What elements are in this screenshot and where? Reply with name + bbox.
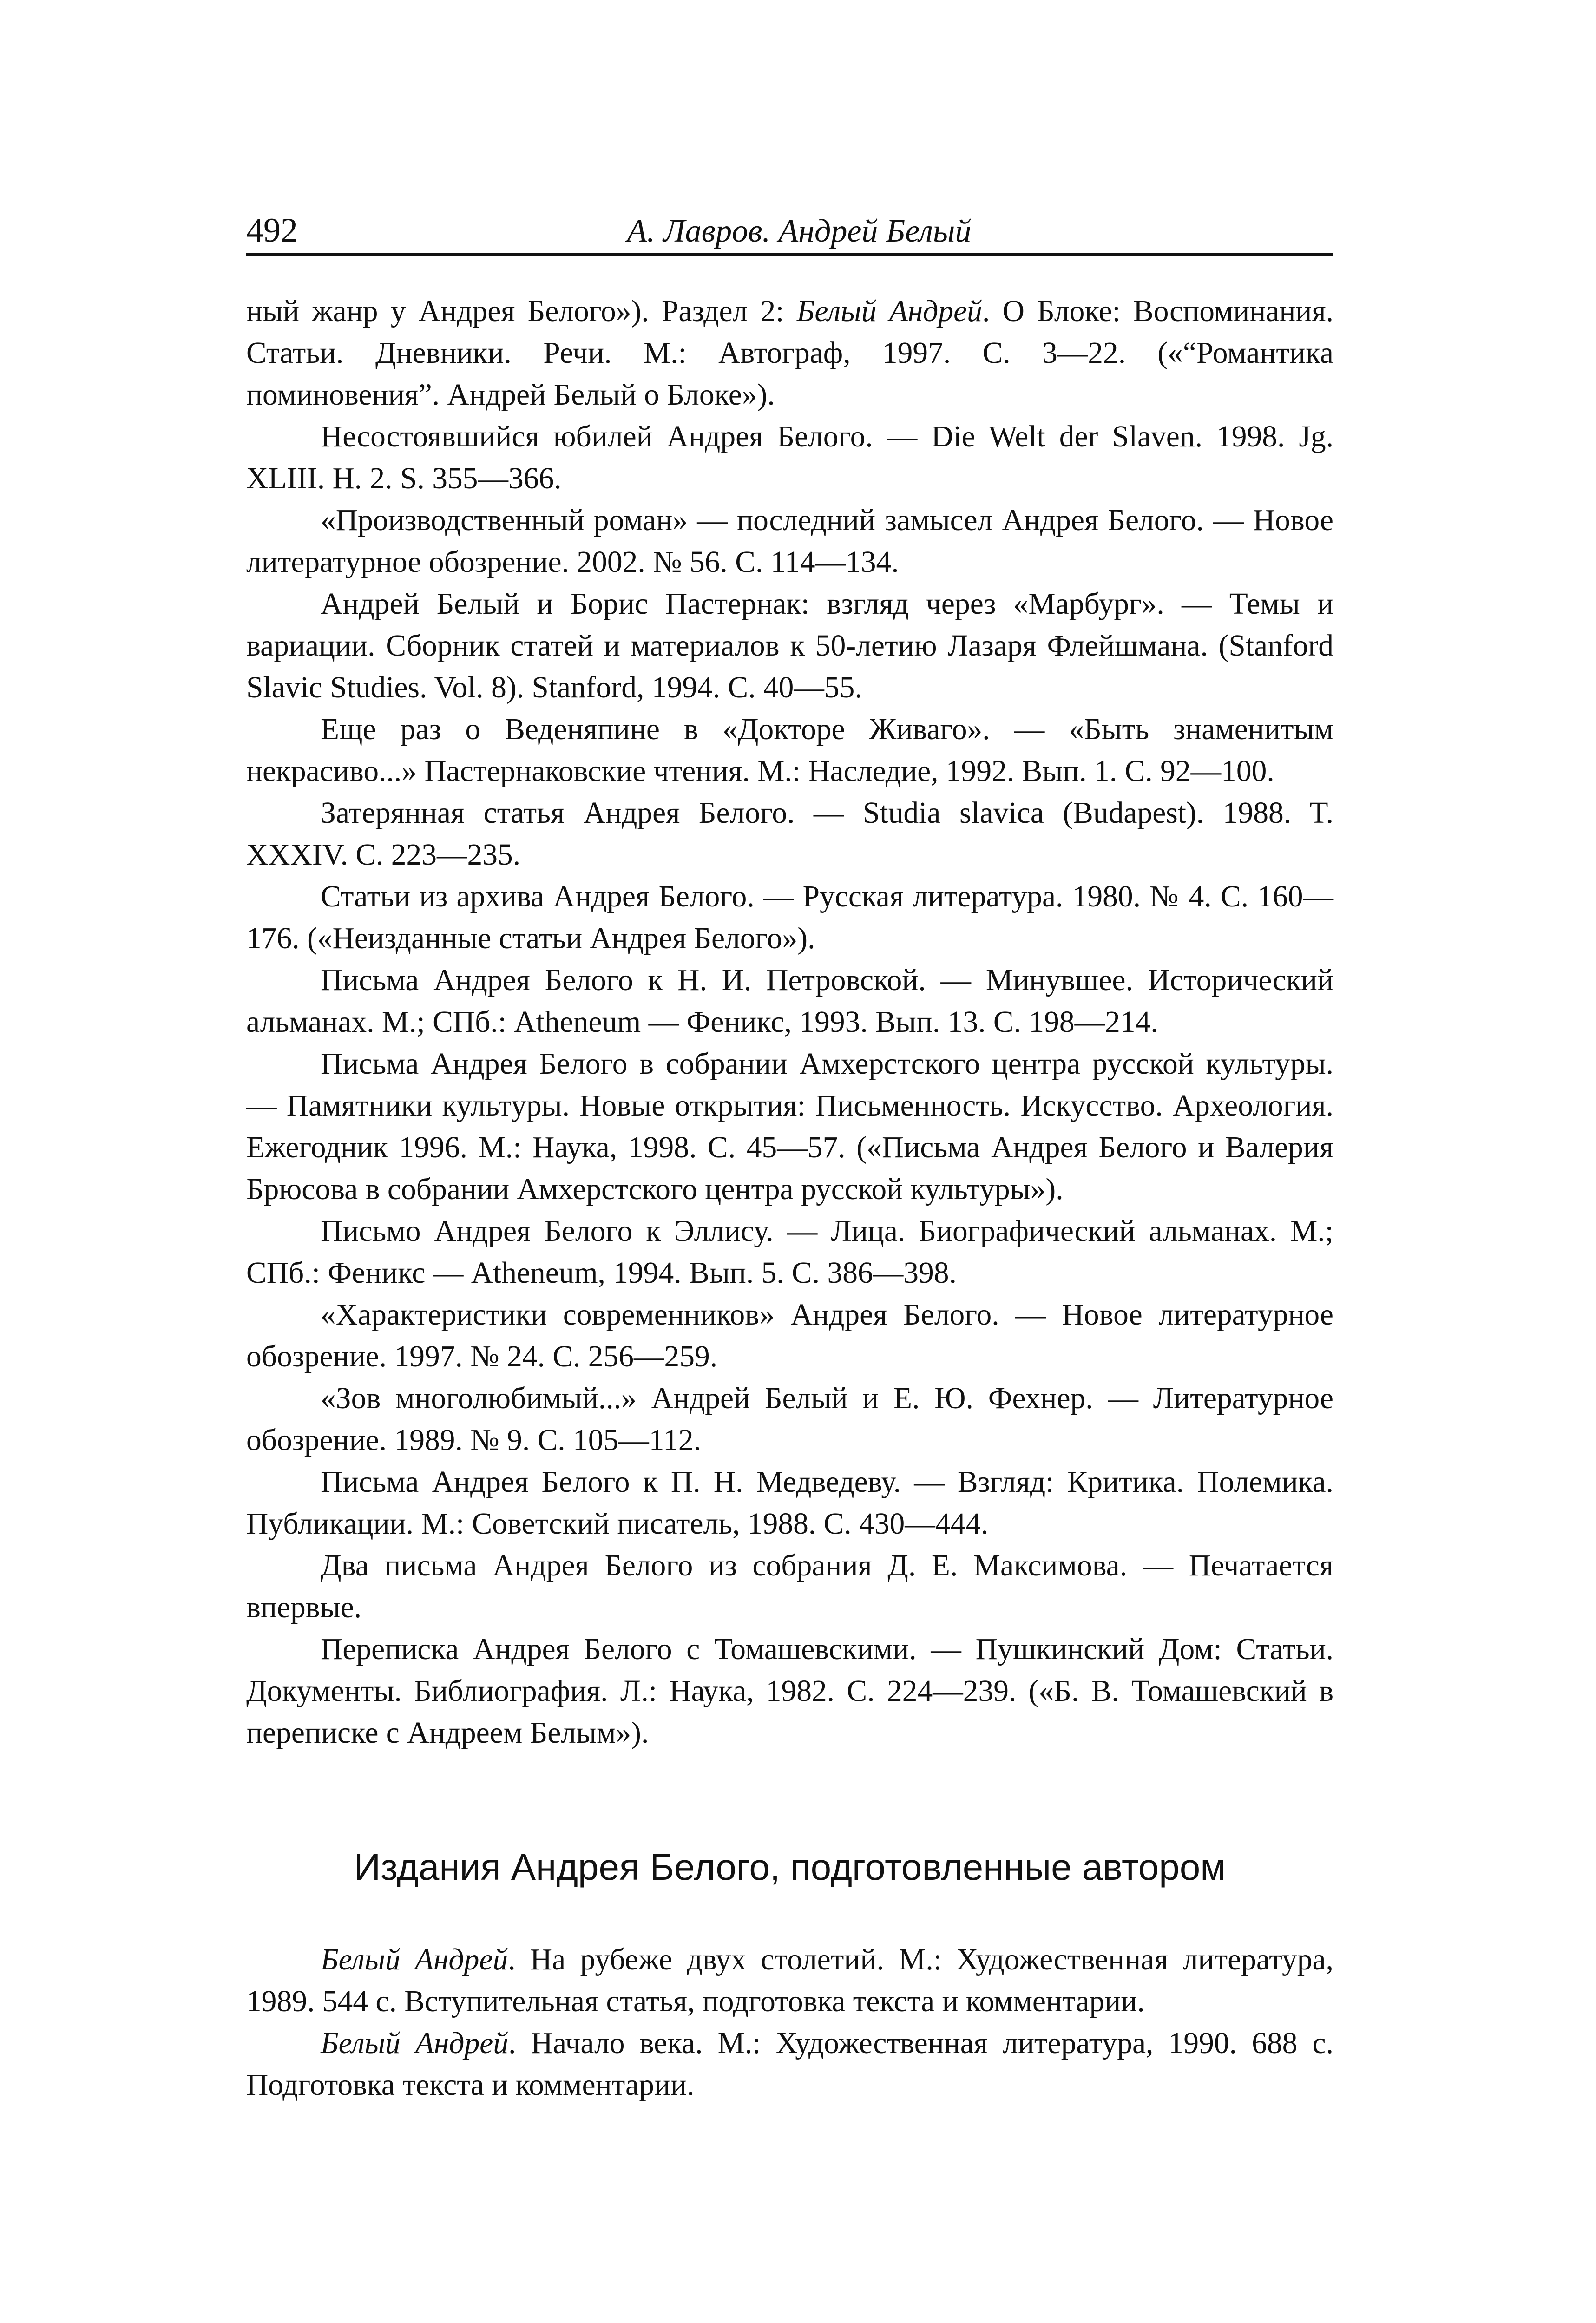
bibliography-entry: Письма Андрея Белого к Н. И. Петровской. — Минувшее. Исторический альманах. М.; СПб.: Atheneum — Феникс, 1993. Вып. 13. С. 198—214. xyxy=(246,964,1333,1039)
running-head xyxy=(246,204,1333,256)
edition-entry: Белый Андрей. На рубеже двух столетий. М.: Художественная литература, 1989. 544 с. Вступительная статья, подготовка текста и комментарии. xyxy=(246,1943,1333,2018)
bibliography-entry: Письмо Андрея Белого к Эллису. — Лица. Биографический альманах. М.; СПб.: Феникс — Atheneum, 1994. Вып. 5. С. 386—398. xyxy=(246,1214,1333,1290)
bibliography-entry: Статьи из архива Андрея Белого. — Русская литература. 1980. № 4. С. 160—176. («Неизданные статьи Андрея Белого»). xyxy=(246,880,1333,955)
bibliography-entry: Затерянная статья Андрея Белого. — Studia slavica (Budapest). 1988. T. XXXIV. C. 223—235. xyxy=(246,796,1333,872)
section-heading: Издания Андрея Белого, подготовленные автором xyxy=(354,1846,1226,1888)
bibliography-entry: Письма Андрея Белого к П. Н. Медведеву. — Взгляд: Критика. Полемика. Публикации. М.: Советский писатель, 1988. С. 430—444. xyxy=(246,1465,1333,1541)
edition-entry: Белый Андрей. Начало века. М.: Художественная литература, 1990. 688 с. Подготовка текста и комментарии. xyxy=(246,2027,1333,2102)
bibliography-entry: Два письма Андрея Белого из собрания Д. Е. Максимова. — Печатается впервые. xyxy=(246,1549,1333,1624)
bibliography-entry: «Характеристики современников» Андрея Белого. — Новое литературное обозрение. 1997. № 24. С. 256—259. xyxy=(246,1298,1333,1373)
bibliography-entry: Переписка Андрея Белого с Томашевскими. — Пушкинский Дом: Статьи. Документы. Библиография. Л.: Наука, 1982. С. 224—239. («Б. В. Томашевский в переписке с Андреем Белым»). xyxy=(246,1633,1333,1750)
bibliography-list xyxy=(246,290,1333,1754)
bibliography-entry: «Зов многолюбимый...» Андрей Белый и Е. Ю. Фехнер. — Литературное обозрение. 1989. № 9. С. 105—112. xyxy=(246,1382,1333,1457)
bibliography-entry: Несостоявшийся юбилей Андрея Белого. — Die Welt der Slaven. 1998. Jg. XLIII. H. 2. S. 355—366. xyxy=(246,420,1333,495)
edited-editions-list xyxy=(246,1939,1333,2106)
bibliography-entry: Письма Андрея Белого в собрании Амхерстского центра русской культуры. — Памятники культуры. Новые открытия: Письменность. Искусство. Археология. Ежегодник 1996. М.: Наука, 1998. С. 45—57. («Письма Андрея Белого и Валерия Брюсова в собрании Амхерстского центра русской культуры»). xyxy=(246,1047,1333,1206)
book-page xyxy=(246,204,1333,2106)
page-number: 492 xyxy=(246,211,298,249)
bibliography-entry: «Производственный роман» — последний замысел Андрея Белого. — Новое литературное обозрение. 2002. № 56. С. 114—134. xyxy=(246,504,1333,579)
bibliography-entry: Еще раз о Веденяпине в «Докторе Живаго». — «Быть знаменитым некрасиво...» Пастернаковские чтения. М.: Наследие, 1992. Вып. 1. С. 92—100. xyxy=(246,713,1333,788)
bibliography-entry: ный жанр у Андрея Белого»). Раздел 2: Белый Андрей. О Блоке: Воспоминания. Статьи. Дневники. Речи. М.: Автограф, 1997. С. 3—22. («“Романтика поминовения”. Андрей Белый о Блоке»). xyxy=(246,295,1333,412)
running-title: А. Лавров. Андрей Белый xyxy=(627,213,972,249)
bibliography-entry: Андрей Белый и Борис Пастернак: взгляд через «Марбург». — Темы и вариации. Сборник статей и материалов к 50-летию Лазаря Флейшмана. (Stanford Slavic Studies. Vol. 8). Stanford, 1994. С. 40—55. xyxy=(246,587,1333,704)
